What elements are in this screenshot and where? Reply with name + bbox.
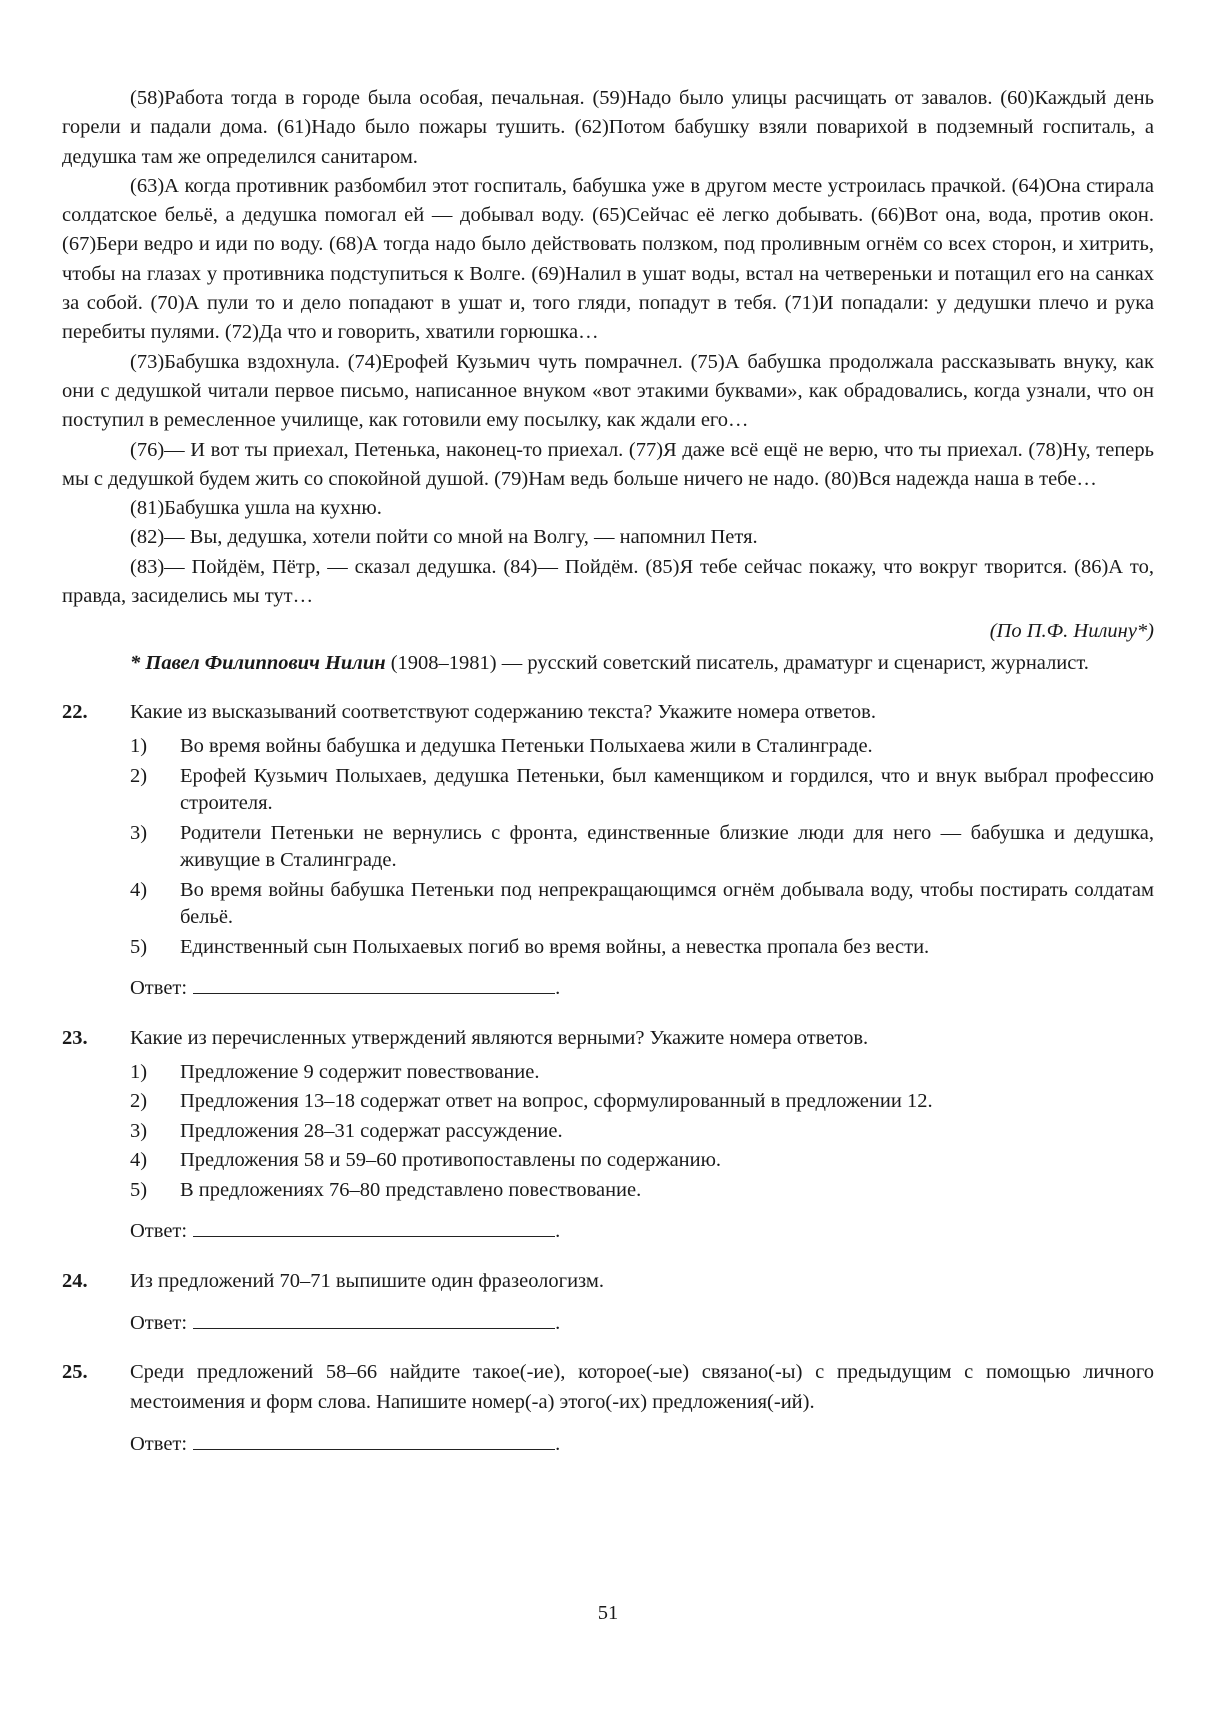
option-item [130, 877, 1154, 932]
paragraph: (73)Бабушка вздохнула. (74)Ерофей Кузьмич чуть помрачнел. (75)А бабушка продолжала рассказывать внуку, как они с дедушкой читали первое письмо, написанное внуком «вот этакими буквами», как обрадовались, когда узнали, что он поступил в ремесленное училище, как готовили ему посылку, как ждали его… [62, 350, 1154, 432]
answer-row: Ответ: . [130, 1308, 1154, 1338]
answer-line[interactable] [193, 1429, 555, 1450]
answer-row: Ответ: . [130, 1429, 1154, 1459]
option-item [130, 1177, 1154, 1205]
option-text: В предложениях 76–80 представлено повествование. [180, 1178, 642, 1201]
answer-line[interactable] [193, 1216, 555, 1237]
answer-label: Ответ: [130, 1311, 188, 1334]
option-number: 1) [130, 735, 148, 758]
paragraph: (81)Бабушка ушла на кухню. [130, 497, 382, 520]
option-number: 4) [130, 1149, 148, 1172]
option-text: Предложение 9 содержит повествование. [180, 1060, 540, 1083]
option-item [130, 1059, 1154, 1087]
task-question: Какие из высказываний соответствуют содержанию текста? Укажите номера ответов. [130, 700, 876, 723]
option-item [130, 934, 1154, 962]
answer-row: Ответ: . [130, 973, 1154, 1003]
option-number: 5) [130, 1178, 148, 1201]
option-item [130, 1088, 1154, 1116]
paragraph: (83)— Пойдём, Пётр, — сказал дедушка. (84)— Пойдём. (85)Я тебе сейчас покажу, что вокруг творится. (86)А то, правда, засиделись мы тут… [62, 555, 1154, 608]
story-text [62, 84, 1154, 611]
option-text: Во время войны бабушка Петеньки под непрекращающимся огнём добывала воду, чтобы постирать солдатам бельё. [180, 878, 1154, 929]
option-number: 4) [130, 878, 148, 901]
option-text: Предложения 13–18 содержат ответ на вопрос, сформулированный в предложении 12. [180, 1090, 933, 1113]
author-footnote [62, 649, 1154, 678]
task-question: Какие из перечисленных утверждений являются верными? Укажите номера ответов. [130, 1026, 869, 1049]
paragraph: (82)— Вы, дедушка, хотели пойти со мной на Волгу, — напомнил Петя. [130, 526, 758, 549]
page-content [62, 84, 1154, 1459]
option-text: Ерофей Кузьмич Полыхаев, дедушка Петеньки, был каменщиком и гордился, что и внук выбрал профессию строителя. [180, 764, 1154, 815]
option-item [130, 1118, 1154, 1146]
option-number: 3) [130, 821, 148, 844]
task-number: 25. [62, 1361, 88, 1384]
task-question: Среди предложений 58–66 найдите такое(-ие), которое(-ые) связано(-ы) с предыдущим с помощью личного местоимения и форм слова. Напишите номер(-а) этого(-их) предложения(-ий). [130, 1361, 1154, 1413]
answer-row: Ответ: . [130, 1216, 1154, 1246]
paragraph: (76)— И вот ты приехал, Петенька, наконец-то приехал. (77)Я даже всё ещё не верю, что ты приехал. (78)Ну, теперь мы с дедушкой будем жить со спокойной душой. (79)Нам ведь больше ничего не надо. (80)Вся надежда наша в тебе… [62, 438, 1154, 490]
option-number: 1) [130, 1060, 148, 1083]
task-24 [62, 1267, 1154, 1339]
answer-label: Ответ: [130, 977, 188, 1000]
task-number: 24. [62, 1269, 88, 1292]
option-text: Родители Петеньки не вернулись с фронта, единственные близкие люди для него — бабушка и дедушка, живущие в Сталинграде. [180, 821, 1154, 872]
option-item [130, 820, 1154, 875]
task-number: 22. [62, 700, 88, 723]
option-item [130, 733, 1154, 761]
option-list [130, 1059, 1154, 1205]
paragraph: (63)А когда противник разбомбил этот госпиталь, бабушка уже в другом месте устроилась прачкой. (64)Она стирала солдатское бельё, а дедушка помогал ей — добывал воду. (65)Сейчас её легко добывать. (66)Вот она, вода, против окон. (67)Бери ведро и иди по воду. (68)А тогда надо было действовать ползком, под проливным огнём со всех сторон, и хитрить, чтобы на глазах у противника подступиться к Волге. (69)Налил в ушат воды, встал на четвереньки и потащил его на санках за собой. (70)А пули то и дело попадают в ушат и, того гляди, попадут в тебя. (71)И попадали: у дедушки плечо и рука перебиты пулями. (72)Да что и говорить, хватили горюшка… [62, 174, 1154, 344]
option-text: Единственный сын Полыхаевых погиб во время войны, а невестка пропала без вести. [180, 935, 930, 958]
task-23 [62, 1024, 1154, 1247]
source-attribution: (По П.Ф. Нилину*) [989, 620, 1154, 643]
option-number: 3) [130, 1119, 148, 1142]
answer-label: Ответ: [130, 1432, 188, 1455]
task-question: Из предложений 70–71 выпишите один фразеологизм. [130, 1269, 604, 1292]
task-22 [62, 698, 1154, 1004]
answer-line[interactable] [193, 1308, 555, 1329]
option-text: Во время войны бабушка и дедушка Петеньки Полыхаева жили в Сталинграде. [180, 735, 873, 758]
answer-line[interactable] [193, 973, 555, 994]
option-number: 2) [130, 764, 148, 787]
option-item [130, 763, 1154, 818]
option-number: 2) [130, 1090, 148, 1113]
paragraph: (58)Работа тогда в городе была особая, печальная. (59)Надо было улицы расчищать от завалов. (60)Каждый день горели и падали дома. (61)Надо было пожары тушить. (62)Потом бабушку взяли поварихой в подземный госпиталь, а дедушка там же определился санитаром. [62, 87, 1154, 168]
task-number: 23. [62, 1026, 88, 1049]
footnote-author: * Павел Филиппович Нилин [130, 651, 386, 674]
page-number: 51 [597, 1602, 619, 1624]
option-number: 5) [130, 935, 148, 958]
answer-label: Ответ: [130, 1220, 188, 1243]
option-list [130, 733, 1154, 961]
footnote-text: (1908–1981) — русский советский писатель, драматург и сценарист, журналист. [385, 651, 1089, 674]
task-25 [62, 1358, 1154, 1459]
option-text: Предложения 58 и 59–60 противопоставлены по содержанию. [180, 1149, 722, 1172]
option-text: Предложения 28–31 содержат рассуждение. [180, 1119, 563, 1142]
option-item [130, 1147, 1154, 1175]
